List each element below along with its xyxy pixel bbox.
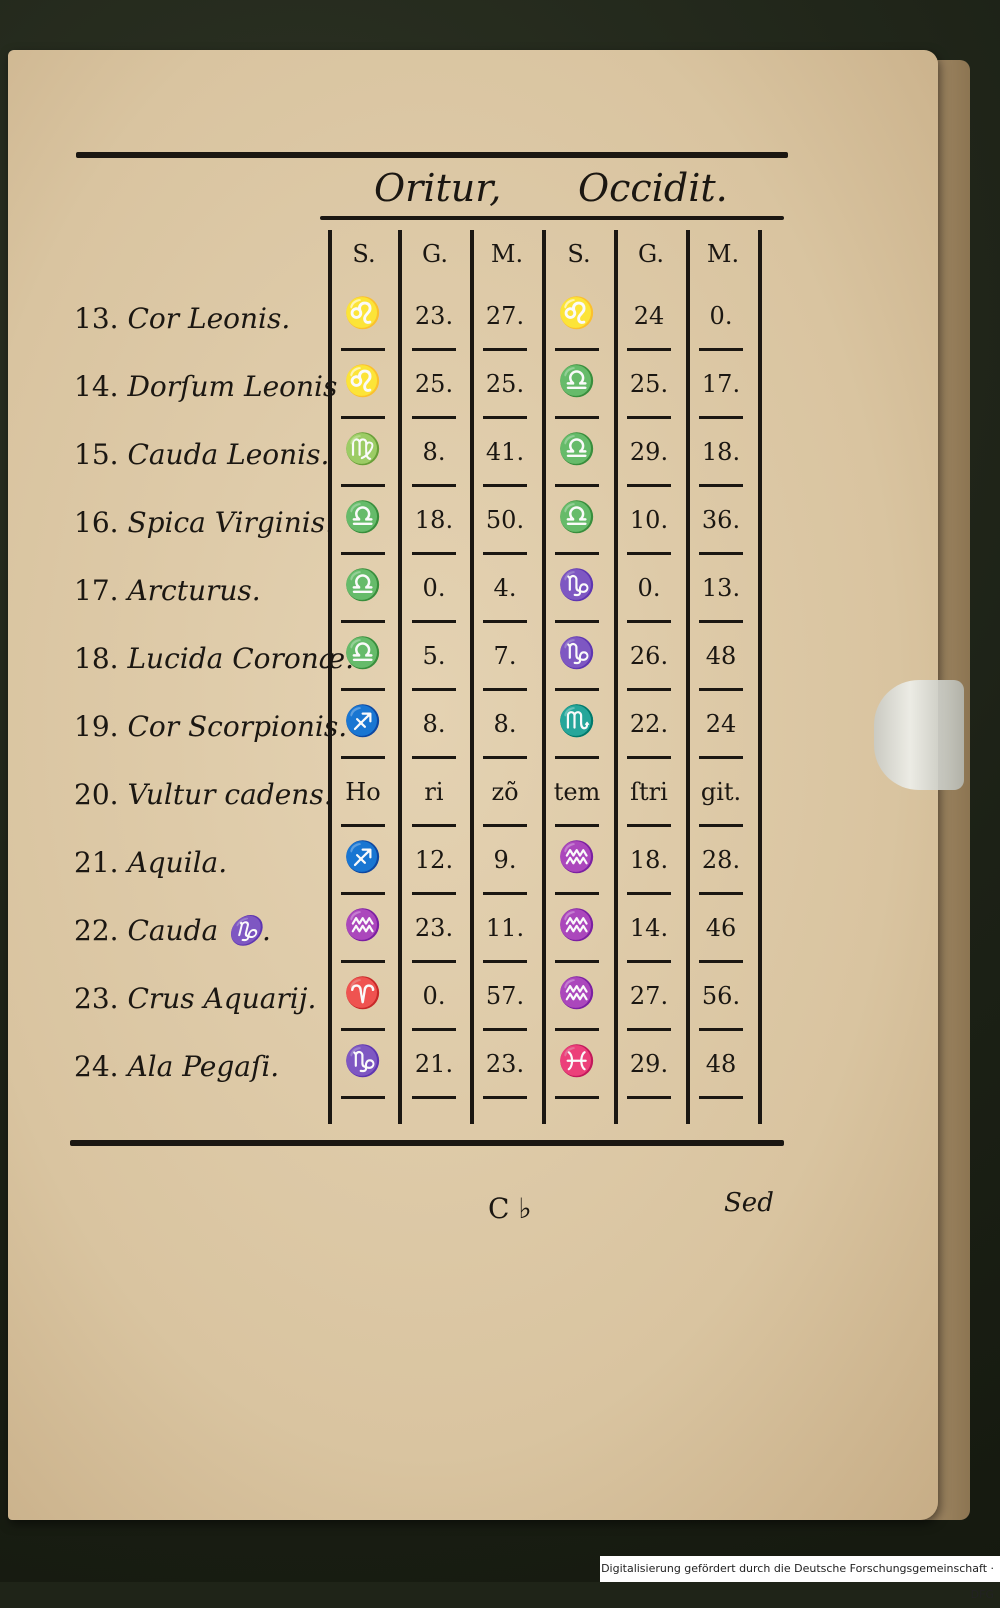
table-cell: ♍	[344, 432, 382, 467]
cell-underline	[412, 824, 456, 827]
star-number: 20.	[74, 778, 119, 811]
star-number: 17.	[74, 574, 119, 607]
cell-underline	[627, 688, 671, 691]
star-name	[74, 914, 271, 947]
page-clip	[874, 680, 964, 790]
cell-underline	[627, 348, 671, 351]
cell-underline	[627, 620, 671, 623]
cell-underline	[341, 892, 385, 895]
table-cell: 18.	[701, 438, 741, 466]
table-cell: zõ	[491, 778, 519, 806]
cell-underline	[555, 416, 599, 419]
subheader-gradus-set: G.	[638, 240, 664, 268]
bottom-rule	[70, 1140, 784, 1146]
table-cell: ♎	[558, 364, 596, 399]
cell-underline	[699, 1028, 743, 1031]
cell-underline	[341, 1028, 385, 1031]
table-cell: ♐	[344, 840, 382, 875]
table-cell: 46	[705, 914, 737, 942]
star-number: 16.	[74, 506, 119, 539]
table-cell: ♒	[558, 976, 596, 1011]
cell-underline	[341, 484, 385, 487]
table-cell: ♒	[344, 908, 382, 943]
cell-underline	[341, 1096, 385, 1099]
cell-underline	[699, 892, 743, 895]
star-label: Lucida Coronæ.	[127, 642, 354, 675]
table-cell: 48	[705, 1050, 737, 1078]
cell-underline	[699, 416, 743, 419]
table-cell: 8.	[422, 710, 446, 738]
cell-underline	[483, 688, 527, 691]
star-label: Ala Pegaſi.	[127, 1050, 280, 1083]
cell-underline	[412, 892, 456, 895]
star-label: Spica Virginis.	[127, 506, 334, 539]
star-name	[74, 982, 316, 1015]
cell-underline	[555, 484, 599, 487]
table-cell: 18.	[629, 846, 669, 874]
table-cell: 25.	[414, 370, 454, 398]
top-rule	[76, 152, 788, 158]
cell-underline	[555, 688, 599, 691]
cell-underline	[627, 892, 671, 895]
cell-underline	[699, 1096, 743, 1099]
table-cell: 36.	[701, 506, 741, 534]
table-cell: 57.	[485, 982, 525, 1010]
table-cell: ♎	[558, 432, 596, 467]
table-cell: 5.	[422, 642, 446, 670]
cell-underline	[555, 1028, 599, 1031]
cell-underline	[341, 416, 385, 419]
star-number: 13.	[74, 302, 119, 335]
table-cell: ♑	[558, 636, 596, 671]
cell-underline	[699, 756, 743, 759]
table-cell: 29.	[629, 438, 669, 466]
subheader-signum-rise: S.	[352, 240, 376, 268]
table-cell: ♎	[344, 636, 382, 671]
star-number: 19.	[74, 710, 119, 743]
table-cell: 23.	[414, 914, 454, 942]
star-number: 21.	[74, 846, 119, 879]
star-number: 18.	[74, 642, 119, 675]
star-name	[74, 506, 334, 539]
table-cell: 8.	[422, 438, 446, 466]
star-label: Crus Aquarij.	[127, 982, 317, 1015]
digitization-credit: Digitalisierung gefördert durch die Deutsche Forschungsgemeinschaft · DFG	[600, 1556, 1000, 1582]
table-cell: ri	[424, 778, 444, 806]
cell-underline	[483, 348, 527, 351]
star-name	[74, 574, 261, 607]
cell-underline	[341, 756, 385, 759]
star-label: Cor Scorpionis.	[127, 710, 348, 743]
cell-underline	[483, 824, 527, 827]
table-cell: ♎	[558, 500, 596, 535]
star-number: 14.	[74, 370, 119, 403]
table-cell: ♓	[558, 1044, 596, 1079]
cell-underline	[341, 348, 385, 351]
table-cell: ♑	[558, 568, 596, 603]
cell-underline	[412, 348, 456, 351]
cell-underline	[555, 1096, 599, 1099]
cell-underline	[341, 688, 385, 691]
table-cell: 24	[705, 710, 737, 738]
table-cell: 9.	[493, 846, 517, 874]
cell-underline	[483, 756, 527, 759]
header-occidit: Occidit.	[578, 166, 728, 210]
table-cell: 25.	[629, 370, 669, 398]
table-cell: ♈	[344, 976, 382, 1011]
cell-underline	[483, 484, 527, 487]
cell-underline	[412, 620, 456, 623]
table-cell: ♒	[558, 840, 596, 875]
cell-underline	[555, 960, 599, 963]
table-cell: ♑	[344, 1044, 382, 1079]
cell-underline	[412, 416, 456, 419]
cell-underline	[699, 960, 743, 963]
cell-underline	[627, 1096, 671, 1099]
cell-underline	[699, 620, 743, 623]
table-cell: 4.	[493, 574, 517, 602]
column-divider	[758, 230, 762, 1124]
cell-underline	[555, 756, 599, 759]
cell-underline	[699, 552, 743, 555]
table-cell: 21.	[414, 1050, 454, 1078]
table-cell: 14.	[629, 914, 669, 942]
cell-underline	[699, 824, 743, 827]
table-cell: 48	[705, 642, 737, 670]
table-cell: 17.	[701, 370, 741, 398]
table-cell: 25.	[485, 370, 525, 398]
table-cell: 11.	[485, 914, 525, 942]
table-cell: 27.	[485, 302, 525, 330]
subheader-signum-set: S.	[567, 240, 591, 268]
cell-underline	[412, 1028, 456, 1031]
table-cell: ♐	[344, 704, 382, 739]
table-cell: 18.	[414, 506, 454, 534]
cell-underline	[483, 960, 527, 963]
table-cell: ♌	[344, 296, 382, 331]
table-cell: 0.	[422, 982, 446, 1010]
table-cell: 8.	[493, 710, 517, 738]
signature-mark: C ♭	[488, 1192, 532, 1225]
cell-underline	[627, 1028, 671, 1031]
star-name	[74, 642, 354, 675]
cell-underline	[483, 892, 527, 895]
cell-underline	[699, 688, 743, 691]
cell-underline	[627, 756, 671, 759]
star-label: Cauda Leonis.	[127, 438, 330, 471]
table-cell: 27.	[629, 982, 669, 1010]
cell-underline	[627, 416, 671, 419]
cell-underline	[627, 824, 671, 827]
table-cell: 50.	[485, 506, 525, 534]
star-label: Aquila.	[127, 846, 228, 879]
cell-underline	[483, 620, 527, 623]
cell-underline	[341, 552, 385, 555]
table-cell: 29.	[629, 1050, 669, 1078]
star-name	[74, 438, 329, 471]
star-label: Dorſum Leonis	[127, 370, 338, 403]
table-cell: 0.	[637, 574, 661, 602]
table-cell: 0.	[422, 574, 446, 602]
table-cell: ♏	[558, 704, 596, 739]
table-cell: 12.	[414, 846, 454, 874]
cell-underline	[555, 892, 599, 895]
cell-underline	[412, 756, 456, 759]
star-label: Cor Leonis.	[127, 302, 291, 335]
table-cell: ſtri	[630, 778, 668, 806]
cell-underline	[627, 484, 671, 487]
table-cell: 23.	[485, 1050, 525, 1078]
cell-underline	[483, 552, 527, 555]
header-oritur: Oritur,	[374, 166, 502, 210]
table-cell: ♒	[558, 908, 596, 943]
cell-underline	[483, 1096, 527, 1099]
table-cell: ♌	[558, 296, 596, 331]
table-cell: Ho	[345, 778, 381, 806]
table-cell: 10.	[629, 506, 669, 534]
cell-underline	[412, 1096, 456, 1099]
table-cell: ♌	[344, 364, 382, 399]
table-cell: 26.	[629, 642, 669, 670]
cell-underline	[555, 552, 599, 555]
table-cell: ♎	[344, 568, 382, 603]
cell-underline	[412, 552, 456, 555]
cell-underline	[627, 960, 671, 963]
table-cell: 13.	[701, 574, 741, 602]
cell-underline	[341, 620, 385, 623]
star-number: 15.	[74, 438, 119, 471]
star-name	[74, 710, 347, 743]
table-cell: ♎	[344, 500, 382, 535]
star-name	[74, 302, 290, 335]
catchword: Sed	[724, 1188, 774, 1218]
star-number: 24.	[74, 1050, 119, 1083]
table-cell: 22.	[629, 710, 669, 738]
cell-underline	[699, 484, 743, 487]
table-cell: 23.	[414, 302, 454, 330]
star-number: 23.	[74, 982, 119, 1015]
cell-underline	[341, 960, 385, 963]
cell-underline	[555, 620, 599, 623]
table-cell: 41.	[485, 438, 525, 466]
cell-underline	[627, 552, 671, 555]
cell-underline	[555, 824, 599, 827]
subheader-minuta-rise: M.	[490, 240, 524, 268]
star-name	[74, 1050, 279, 1083]
star-label: Vultur cadens.	[127, 778, 333, 811]
cell-underline	[341, 824, 385, 827]
cell-underline	[555, 348, 599, 351]
table-cell: tem	[553, 778, 601, 806]
star-label: Cauda ♑.	[127, 914, 271, 947]
table-cell: 28.	[701, 846, 741, 874]
star-name	[74, 370, 337, 403]
table-cell: 7.	[493, 642, 517, 670]
subheader-minuta-set: M.	[706, 240, 740, 268]
star-name	[74, 846, 227, 879]
star-name	[74, 778, 333, 811]
cell-underline	[412, 688, 456, 691]
subheader-gradus-rise: G.	[422, 240, 448, 268]
cell-underline	[483, 1028, 527, 1031]
cell-underline	[412, 484, 456, 487]
table-cell: 0.	[709, 302, 733, 330]
star-number: 22.	[74, 914, 119, 947]
book-page	[8, 50, 938, 1520]
header-rule	[320, 216, 784, 220]
table-cell: 56.	[701, 982, 741, 1010]
cell-underline	[699, 348, 743, 351]
column-divider	[398, 230, 402, 1124]
star-label: Arcturus.	[127, 574, 261, 607]
cell-underline	[483, 416, 527, 419]
cell-underline	[412, 960, 456, 963]
table-cell: 24	[633, 302, 665, 330]
table-cell: git.	[700, 778, 742, 806]
